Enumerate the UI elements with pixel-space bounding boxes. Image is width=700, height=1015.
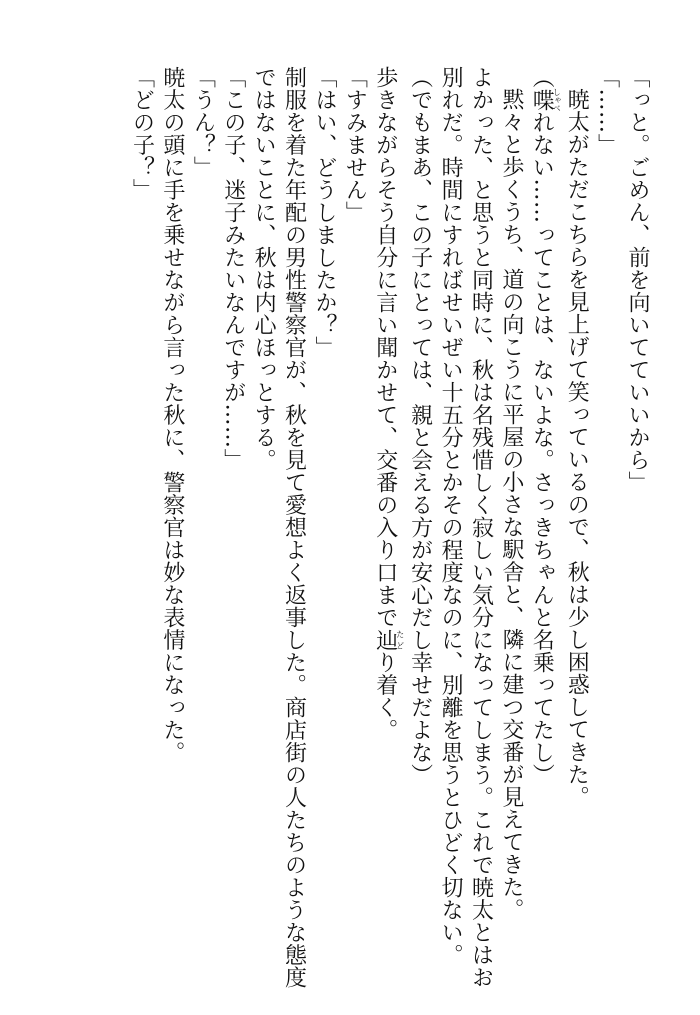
text-line: 「うん？」 (190, 66, 216, 179)
text-line: 別れだ。時間にすればせいぜい十五分とかその程度なのに、別離を思うとひどく切ない。 (438, 66, 464, 966)
ruby-base: 喋 (529, 87, 555, 112)
ruby-reading: しゃべ (552, 87, 562, 112)
text-line: 暁太がただこちらを見上げて笑っているので、秋は少し困惑してきた。 (564, 88, 590, 808)
vertical-text-body (126, 66, 652, 989)
text-line-with-ruby (526, 66, 561, 966)
text-line: 暁太の頭に手を乗せながら言った秋に、警察官は妙な表情になった。 (159, 66, 185, 764)
text-line: 「っと。ごめん、前を向いてていいから」 (625, 66, 650, 494)
line-suffix: り着く。 (372, 651, 398, 741)
ruby-word (529, 87, 562, 112)
text-line: 「はい、どうしましたか？」 (311, 66, 337, 359)
ruby-base: 辿 (372, 628, 398, 651)
text-line: 「すみません」 (342, 66, 368, 224)
line-prefix: （ (529, 66, 555, 89)
text-line: 黙々と歩くうち、道の向こうに平屋の小さな駅舎と、隣に建つ交番が見えてきた。 (498, 88, 524, 921)
line-suffix: れない……ってことは、ないよな。さっきちゃんと名乗ってたし） (529, 111, 555, 786)
text-line: ではないことに、秋は内心ほっとする。 (251, 66, 277, 471)
ruby-reading: たど (395, 628, 405, 651)
text-line: 「……」 (594, 66, 620, 156)
text-line: 「どの子？」 (129, 66, 155, 201)
text-line: （でもまあ、この子にとっては、親と会える方が安心だし幸せだよな） (407, 66, 433, 786)
text-line: 制服を着た年配の男性警察官が、秋を見て愛想よく返事した。商店街の人たちのような態度 (281, 66, 307, 989)
text-line: よかった、と思うと同時に、秋は名残惜しく寂しい気分になってしまう。これで暁太とはお (468, 66, 494, 989)
line-prefix: 歩きながらそう自分に言い聞かせて、交番の入り口まで (372, 66, 398, 629)
text-line: 「この子、迷子みたいなんですが……」 (220, 66, 246, 471)
ruby-word (372, 628, 405, 652)
text-line-with-ruby (369, 66, 404, 966)
